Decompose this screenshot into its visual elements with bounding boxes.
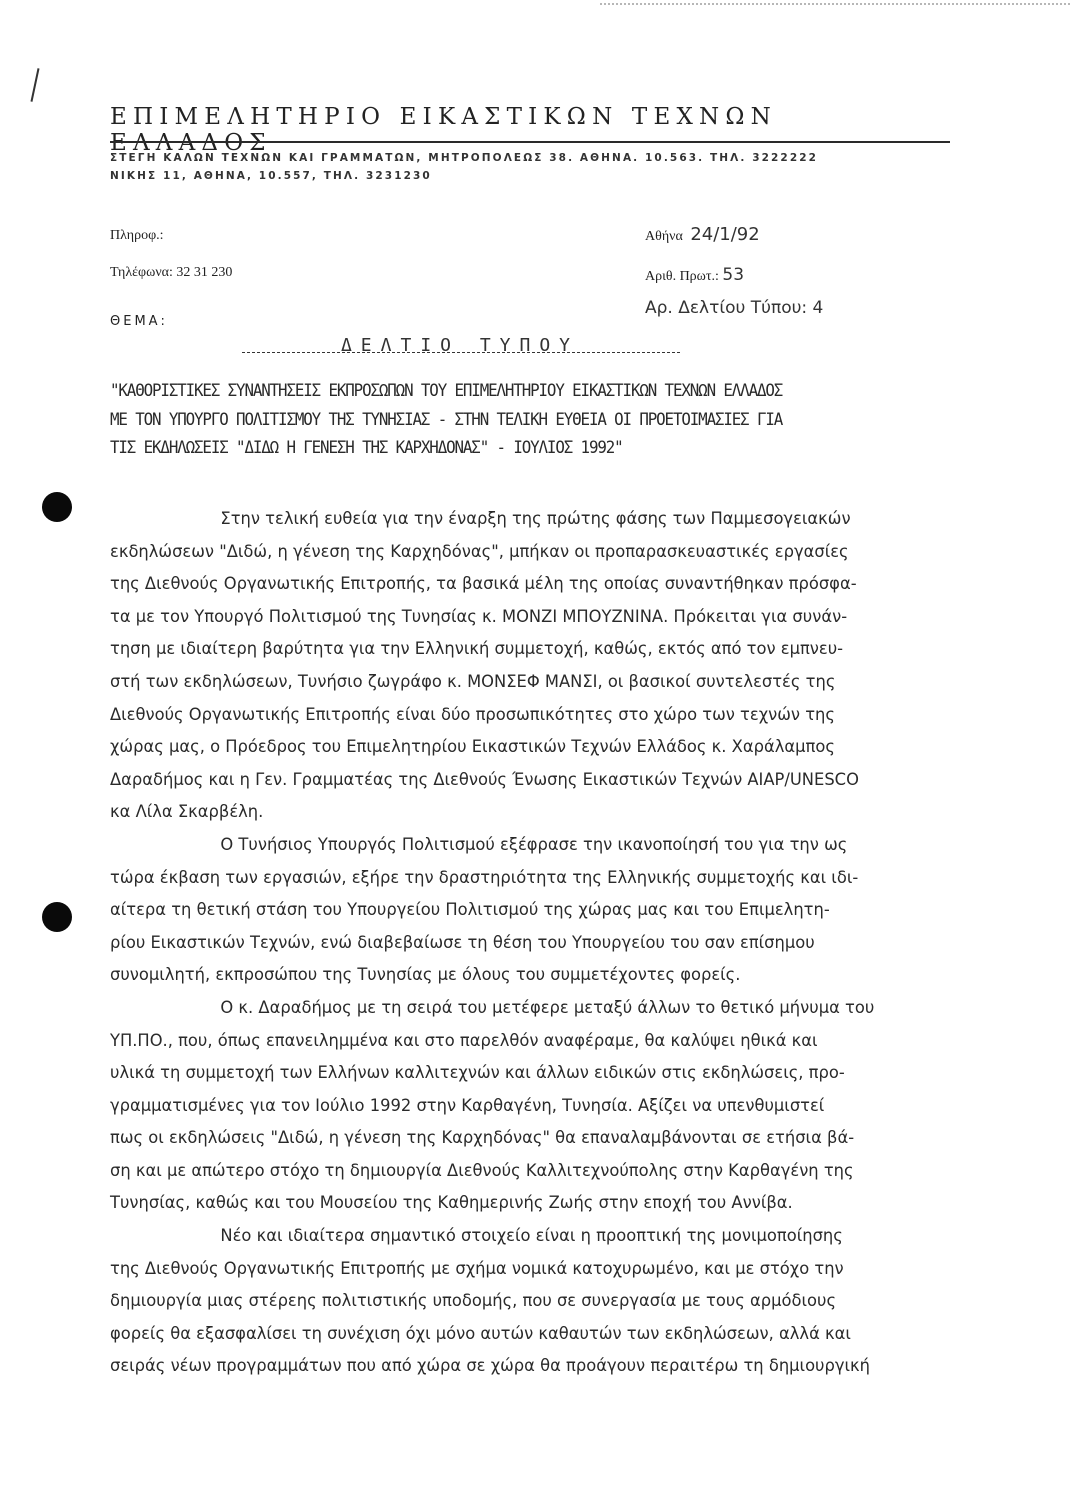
body-line: ΥΠ.ΠΟ., που, όπως επανειλημμένα και στο παρελθόν αναφέραμε, θα καλύψει ηθικά και [110,1030,818,1051]
body-line: σειράς νέων προγραμμάτων που από χώρα σε χώρα θα προάγουν περαιτέρω τη δημιουργική [110,1356,871,1377]
headline-line: ΤΙΣ ΕΚΔΗΛΩΣΕΙΣ "ΔΙΔΩ Η ΓΕΝΕΣΗ ΤΗΣ ΚΑΡΧΗΔΟΝΑΣ" - ΙΟΥΛΙΟΣ 1992" [110,438,623,458]
body-line: δημιουργία μιας στέρεης πολιτιστικής υποδομής, που σε συνεργασία με τους αρμόδιους [110,1291,837,1312]
address-line-2: ΝΙΚΗΣ 11, ΑΘΗΝΑ, 10.557, ΤΗΛ. 3231230 [110,170,432,182]
headline-line: ΜΕ ΤΟΝ ΥΠΟΥΡΓΟ ΠΟΛΙΤΙΣΜΟΥ ΤΗΣ ΤΥΝΗΣΙΑΣ - ΣΤΗΝ ΤΕΛΙΚΗ ΕΥΘΕΙΑ ΟΙ ΠΡΟΕΤΟΙΜΑΣΙΕΣ ΓΙΑ [110,409,783,430]
body-line: ρίου Εικαστικών Τεχνών, ενώ διαβεβαίωσε τη θέση του Υπουργείου του σαν επίσημου [110,932,815,953]
body-line: γραμματισμένες για τον Ιούλιο 1992 στην Καρθαγένη, Τυνησία. Αξίζει να υπενθυμιστεί [110,1095,825,1116]
body-line: πως οι εκδηλώσεις "Διδώ, η γένεση της Καρχηδόνας" θα επαναλαμβάνονται σε ετήσια βά- [110,1128,855,1149]
body-line: τώρα έκβαση των εργασιών, εξήρε την δραστηριότητα της Ελληνικής συμμετοχής και ιδι- [110,867,859,888]
punch-hole [42,492,72,522]
scan-edge-artifact [600,3,1070,8]
body-line: αίτερα τη θετική στάση του Υπουργείου Πολιτισμού της χώρας μας και του Επιμελητη- [110,900,830,921]
address-line-1: ΣΤΕΓΗ ΚΑΛΩΝ ΤΕΧΝΩΝ ΚΑΙ ΓΡΑΜΜΑΤΩΝ, ΜΗΤΡΟΠΟΛΕΩΣ 38. ΑΘΗΝΑ. 10.563. ΤΗΛ. 3222222 [110,152,819,164]
headline-line: "ΚΑΘΟΡΙΣΤΙΚΕΣ ΣΥΝΑΝΤΗΣΕΙΣ ΕΚΠΡΟΣΩΠΩΝ ΤΟΥ ΕΠΙΜΕΛΗΤΗΡΙΟΥ ΕΙΚΑΣΤΙΚΩΝ ΤΕΧΝΩΝ ΕΛΛΑΔΟΣ [110,381,783,401]
protocol-row [645,265,744,285]
body-line: φορείς θα εξασφαλίσει τη συνέχιση όχι μόνο αυτών καθαυτών των εκδηλώσεων, αλλά και [110,1323,851,1344]
body-line: Ο κ. Δαραδήμος με τη σειρά του μετέφερε μεταξύ άλλων το θετικό μήνυμα του [220,997,875,1018]
body-line: Στην τελική ευθεία για την έναρξη της πρώτης φάσης των Παμμεσογειακών [220,509,851,529]
date-value: 24/1/92 [690,224,760,245]
body-line: χώρας μας, ο Πρόεδρος του Επιμελητηρίου Εικαστικών Τεχνών Ελλάδος κ. Χαράλαμπος [110,737,835,758]
date-label: Αθήνα [645,229,683,244]
protocol-value: 53 [722,265,745,285]
title-underline [242,352,680,353]
document-title: ΔΕΛΤΙΟ ΤΥΠΟΥ [340,335,580,356]
body-line: συνομιλητή, εκπροσώπου της Τυνησίας με όλους του συμμετέχοντες φορείς. [110,965,741,986]
headline [110,377,947,463]
body-line: εκδηλώσεων "Διδώ, η γένεση της Καρχηδόνας", μπήκαν οι προπαρασκευαστικές εργασίες [110,541,849,562]
body-line: υλικά τη συμμετοχή των Ελλήνων καλλιτεχνών και άλλων ειδικών στις εκδηλώσεις, προ- [110,1063,845,1084]
date-row [645,224,760,245]
body-line: Ο Τυνήσιος Υπουργός Πολιτισμού εξέφρασε την ικανοποίησή του για την ως [220,834,848,855]
body-line: της Διεθνούς Οργανωτικής Επιτροπής με σχήμα νομικά κατοχυρωμένο, και με στόχο την [110,1258,844,1279]
handwritten-pen-mark [30,68,39,102]
body-line: Δαραδήμος και η Γεν. Γραμματέας της Διεθνούς Ένωσης Εικαστικών Τεχνών AIAP/UNESCO [110,769,859,790]
body-line: τηση με ιδιαίτερη βαρύτητα για την Ελληνική συμμετοχή, καθώς, εκτός από τον εμπνευ- [110,639,844,660]
body-line: ση και με απώτερο στόχο τη δημιουργία Διεθνούς Καλλιτεχνούπολης στην Καρθαγένη της [110,1160,854,1181]
body-line: Τυνησίας, καθώς και του Μουσείου της Καθημερινής Ζωής στην εποχή του Αννίβα. [110,1193,793,1214]
protocol-label: Αριθ. Πρωτ.: [645,269,719,284]
body-line: τα με τον Υπουργό Πολιτισμού της Τυνησίας κ. ΜΟΝΖΙ ΜΠΟΥΖΝΙΝΑ. Πρόκειται για συνάν- [110,606,848,627]
phone-row [110,265,232,281]
phone-value: 32 31 230 [176,265,233,280]
body-line: κα Λίλα Σκαρβέλη. [110,802,264,823]
punch-hole [42,902,72,932]
body-line: Διεθνούς Οργανωτικής Επιτροπής είναι δύο προσωπικότητες στο χώρο των τεχνών της [110,704,835,725]
letterhead-divider [110,141,950,143]
subject-label: ΘΕΜΑ: [110,314,168,329]
body-line: Νέο και ιδιαίτερα σημαντικό στοιχείο είναι η προοπτική της μονιμοποίησης [220,1226,843,1247]
organization-name: ΕΠΙΜΕΛΗΤΗΡΙΟ ΕΙΚΑΣΤΙΚΩΝ ΤΕΧΝΩΝ ΕΛΛΑΔΟΣ [110,104,777,156]
phone-label: Τηλέφωνα: [110,265,173,280]
body-text [110,503,1030,1383]
body-line: της Διεθνούς Οργανωτικής Επιτροπής, τα βασικά μέλη της οποίας συναντήθηκαν πρόσφα- [110,574,857,595]
info-label: Πληροφ.: [110,228,164,243]
bulletin-number: Αρ. Δελτίου Τύπου: 4 [645,298,824,318]
body-line: στή των εκδηλώσεων, Τυνήσιο ζωγράφο κ. ΜΟΝΣΕΦ ΜΑΝΣΙ, οι βασικοί συντελεστές της [110,671,836,692]
